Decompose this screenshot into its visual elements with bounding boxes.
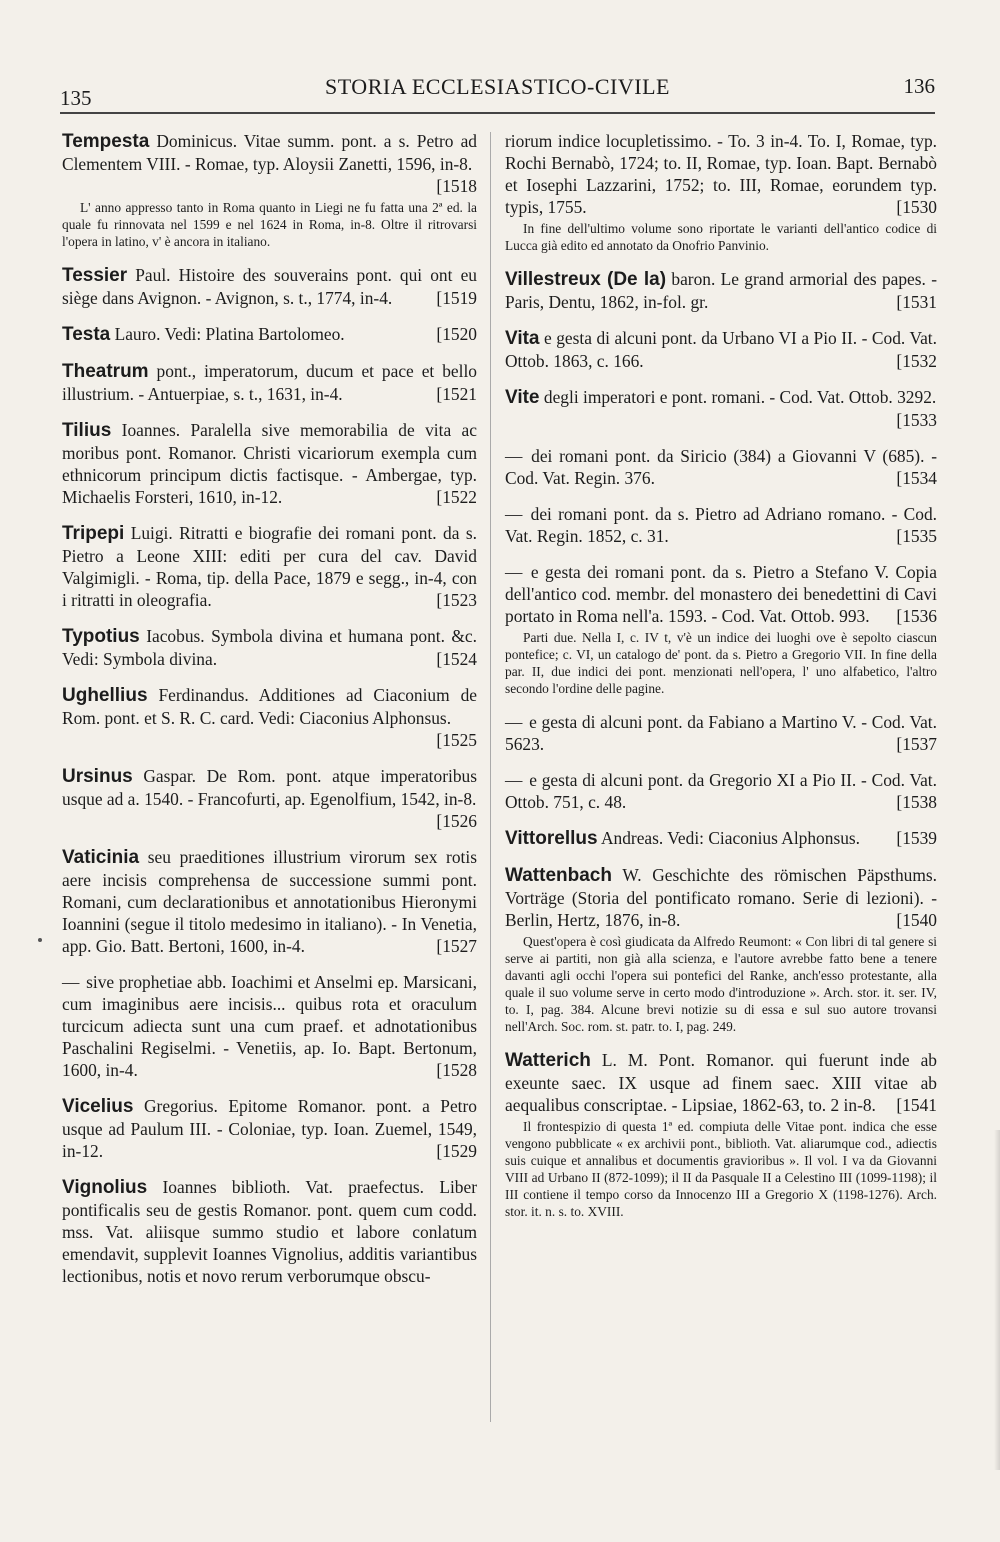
- catalog-entry: [505, 268, 937, 313]
- entry-note: L' anno appresso tanto in Roma quanto in Liegi ne fu fatta una 2ª ed. la quale fu rinnovata nel 1599 e nel 1624 in Roma, in-8. Oltre il ritrovarsi l'opera in latino, v' è ancora in italiano.: [62, 200, 477, 249]
- catalog-entry: [505, 827, 937, 850]
- entry-heading: Tilius: [62, 420, 112, 441]
- header-rule: [60, 112, 935, 114]
- catalog-entry: [505, 864, 937, 1035]
- right-column: [505, 130, 937, 1234]
- entry-note: In fine dell'ultimo volume sono riportate le varianti dell'antico codice di Lucca già edito ed annotato da Onofrio Panvinio.: [505, 221, 937, 253]
- entry-heading: Wattenbach: [505, 865, 612, 886]
- catalog-entry: [505, 561, 937, 697]
- catalog-entry: [62, 1176, 477, 1287]
- entry-text: dei romani pont. da s. Pietro ad Adriano romano. - Cod. Vat. Regin. 1852, c. 31.: [505, 504, 937, 546]
- catalog-entry: [62, 625, 477, 670]
- entry-text: pont., imperatorum, ducum et pace et bello illustrium. - Antuerpiae, s. t., 1631, in-4.: [62, 361, 477, 404]
- entry-heading: Ughellius: [62, 685, 148, 706]
- entry-number: [1531: [896, 292, 937, 312]
- catalog-entry: [62, 130, 477, 250]
- catalog-entry: [62, 846, 477, 957]
- entry-text: e gesta di alcuni pont. da Gregorio XI a Pio II. - Cod. Vat. Ottob. 751, c. 48.: [505, 770, 937, 812]
- left-column: [62, 130, 477, 1301]
- entry-text: Ioannes. Paralella sive memorabilia de vita ac moribus pont. Romanor. Christi vicariorum exempla cum ethnicorum principum dictis factisque. - Ambergae, typ. Michaelis Forsteri, 1610, in-12.: [62, 420, 477, 507]
- entry-number: [1523: [436, 590, 477, 610]
- left-page-number: 135: [60, 86, 92, 110]
- right-page-number: 136: [903, 74, 935, 98]
- ditto-dash: —: [62, 972, 80, 992]
- catalog-entry: [505, 327, 937, 372]
- catalog-entry: [62, 684, 477, 751]
- entry-number: [1534: [896, 468, 937, 488]
- entry-heading: Tessier: [62, 265, 128, 286]
- entry-text: e gesta di alcuni pont. da Urbano VI a Pio II. - Cod. Vat. Ottob. 1863, c. 166.: [505, 328, 937, 371]
- ditto-dash: —: [505, 504, 523, 524]
- entry-number: [1529: [436, 1141, 477, 1161]
- ditto-dash: —: [505, 446, 523, 466]
- entry-heading: Theatrum: [62, 361, 149, 382]
- entry-text: Gaspar. De Rom. pont. atque imperatoribus usque ad a. 1540. - Francofurti, ap. Egenolfium, 1542, in-8.: [62, 766, 477, 809]
- entry-note: Il frontespizio di questa 1ª ed. compiuta delle Vitae pont. indica che esse vengono pubblicate « ex archivii pont., biblioth. Vat. aliarumque cod., adiectis suis cuique et annalibus et documentis gravioribus ». Il vol. I va da Giovanni VIII ad Urbano II (872-1099); il II da Pasquale II a Celestino III (1099-1198); il III contiene il tempo corso da Innocenzo III a Gregorio X (1198-1276). Arch. stor. it. n. s. to. XVIII.: [505, 1119, 937, 1219]
- entry-text: sive prophetiae abb. Ioachimi et Anselmi ep. Marsicani, cum imaginibus aere incisis... quibus rota et oraculum turcicum adiecta sunt una cum praef. et adnotationibus Paschalini Regiselmi. - Venetiis, ap. Io. Bapt. Bertonum, 1600, in-4.: [62, 972, 477, 1080]
- entry-heading: Vaticinia: [62, 847, 140, 868]
- ditto-dash: —: [505, 712, 523, 732]
- entry-text: seu praeditiones illustrium virorum sex rotis aere incisis comprehensa de successione summi pont. Romani, cum declarationibus et annotationibus Hieronymi Ioannini (segue il titolo medesimo in italiano). - In Venetia, app. Gio. Batt. Bertoni, 1600, in-4.: [62, 847, 477, 956]
- entry-text: Ferdinandus. Additiones ad Ciaconium de Rom. pont. et S. R. C. card. Vedi: Ciaconius Alphonsus.: [62, 685, 477, 728]
- catalog-entry: [62, 360, 477, 405]
- ditto-dash: —: [505, 562, 523, 582]
- catalog-entry: [62, 971, 477, 1081]
- entry-text: Lauro. Vedi: Platina Bartolomeo.: [114, 324, 345, 344]
- entry-text: Iacobus. Symbola divina et humana pont. &c. Vedi: Symbola divina.: [62, 626, 477, 669]
- catalog-entry: [505, 711, 937, 755]
- entry-number: [1537: [896, 734, 937, 754]
- margin-dot: [38, 938, 42, 942]
- entry-text: baron. Le grand armorial des papes. - Paris, Dentu, 1862, in-fol. gr.: [505, 269, 938, 312]
- entry-text: degli imperatori e pont. romani. - Cod. Vat. Ottob. 3292.: [543, 387, 937, 407]
- entry-heading: Vita: [505, 328, 540, 349]
- running-title: STORIA ECCLESIASTICO-CIVILE: [325, 74, 670, 99]
- entry-heading: Typotius: [62, 626, 140, 647]
- entry-number: [1518: [436, 176, 477, 196]
- catalog-entry: [505, 386, 937, 431]
- entry-heading: Villestreux (De la): [505, 269, 667, 290]
- entry-text: riorum indice locupletissimo. - To. 3 in-4. To. I, Romae, typ. Rochi Bernabò, 1724; to. II, Romae, typ. Ioan. Bapt. Bernabò et Iosephi Lazzarini, 1752; to. III, Romae, eorundem typ. typis, 1755.: [505, 131, 937, 217]
- entry-note: Parti due. Nella I, c. IV t, v'è un indice dei luoghi ove è sepolto ciascun pontefice; c. VI, un catalogo de' pont. da s. Pietro a Gregorio VII. In fine della par. II, due indici dei pont. menzionati nell'opera, l' uno alfabetico, l'altro secondo l'ordine delle pagine.: [505, 630, 937, 696]
- entry-text: Luigi. Ritratti e biografie dei romani pont. da s. Pietro a Leone XIII: editi per cura del cav. David Valgimigli. - Roma, tip. della Pace, 1879 e segg., in-4, con i ritratti in oleografia.: [62, 523, 477, 610]
- entry-text: Andreas. Vedi: Ciaconius Alphonsus.: [600, 828, 861, 848]
- entry-text: Ioannes biblioth. Vat. praefectus. Liber pontificalis seu de gestis Romanor. pont. quem cum codd. mss. Vat. aliisque summo studio et labore conlatum emendavit, supplevit Ioannes Vignolius, additis variantibus lectionibus, notis et novo rerum verborumque obscu-: [62, 1177, 477, 1286]
- page-header: [60, 72, 935, 108]
- entry-text: e gesta di alcuni pont. da Fabiano a Martino V. - Cod. Vat. 5623.: [505, 712, 937, 754]
- entry-text: dei romani pont. da Siricio (384) a Giovanni V (685). - Cod. Vat. Regin. 376.: [505, 446, 937, 488]
- catalog-entry: [505, 130, 937, 254]
- ditto-dash: —: [505, 770, 523, 790]
- entry-text: W. Geschichte des römischen Päpsthums. Vorträge (Storia del pontificato romano. Serie di lezioni). - Berlin, Hertz, 1876, in-8.: [505, 865, 937, 930]
- entry-number: [1521: [436, 384, 477, 404]
- column-divider: [490, 132, 491, 1422]
- entry-number: [1535: [896, 526, 937, 546]
- catalog-entry: [505, 769, 937, 813]
- catalog-entry: [62, 323, 477, 346]
- entry-heading: Vite: [505, 387, 540, 408]
- entry-number: [1540: [896, 910, 937, 930]
- catalog-entry: [505, 503, 937, 547]
- entry-heading: Vittorellus: [505, 828, 598, 849]
- entry-heading: Watterich: [505, 1050, 591, 1071]
- entry-number: [1526: [436, 811, 477, 831]
- catalog-entry: [62, 1095, 477, 1162]
- entry-number: [1533: [896, 410, 937, 430]
- entry-text: L. M. Pont. Romanor. qui fuerunt inde ab exeunte saec. IX usque ad finem saec. XIII vitae ab aequalibus conscriptae. - Lipsiae, 1862-63, to. 2 in-8.: [505, 1050, 937, 1115]
- entry-number: [1536: [896, 606, 937, 626]
- entry-number: [1524: [436, 649, 477, 669]
- entry-heading: Tempesta: [62, 131, 150, 152]
- entry-number: [1539: [896, 828, 937, 848]
- entry-number: [1519: [436, 288, 477, 308]
- entry-heading: Tripepi: [62, 523, 125, 544]
- entry-number: [1525: [436, 730, 477, 750]
- entry-heading: Vicelius: [62, 1096, 134, 1117]
- catalog-entry: [505, 445, 937, 489]
- page-edge-shadow: [994, 1130, 1000, 1470]
- entry-number: [1530: [896, 197, 937, 217]
- entry-number: [1522: [436, 487, 477, 507]
- catalog-entry: [62, 419, 477, 508]
- entry-number: [1541: [896, 1095, 937, 1115]
- entry-text: Paul. Histoire des souverains pont. qui ont eu siège dans Avignon. - Avignon, s. t., 1774, in-4.: [62, 265, 477, 308]
- catalog-entry: [62, 765, 477, 832]
- entry-text: Dominicus. Vitae summ. pont. a s. Petro ad Clementem VIII. - Romae, typ. Aloysii Zanetti, 1596, in-8.: [62, 131, 477, 174]
- entry-note: Quest'opera è così giudicata da Alfredo Reumont: « Con libri di tal genere si serve ai partiti, non già alla scienza, e l'autore avrebbe fatto bene a tenere davanti agli occhi l'opera sui pontefici del Ranke, anch'esso protestante, alla quale il suo volume serve in certo modo d'introduzione ». Arch. stor. it. ser. IV, to. I, pag. 384. Alcune brevi notizie su di essa e sul suo autore trovansi nell'Arch. Soc. rom. st. patr. to. I, pag. 249.: [505, 934, 937, 1034]
- entry-number: [1538: [896, 792, 937, 812]
- entry-heading: Vignolius: [62, 1177, 148, 1198]
- entry-text: Gregorius. Epitome Romanor. pont. a Petro usque ad Paulum III. - Coloniae, typ. Ioan. Zuemel, 1549, in-12.: [62, 1096, 477, 1161]
- entry-heading: Testa: [62, 324, 111, 345]
- entry-number: [1527: [436, 936, 477, 956]
- catalog-entry: [62, 522, 477, 611]
- entry-text: e gesta dei romani pont. da s. Pietro a Stefano V. Copia dell'antico cod. membr. del monastero dei benedettini di Cavi portato in Roma nell'a. 1593. - Cod. Vat. Ottob. 993.: [505, 562, 937, 626]
- catalog-entry: [62, 264, 477, 309]
- entry-heading: Ursinus: [62, 766, 133, 787]
- catalog-entry: [505, 1049, 937, 1220]
- entry-number: [1520: [436, 324, 477, 344]
- entry-number: [1532: [896, 351, 937, 371]
- entry-number: [1528: [436, 1060, 477, 1080]
